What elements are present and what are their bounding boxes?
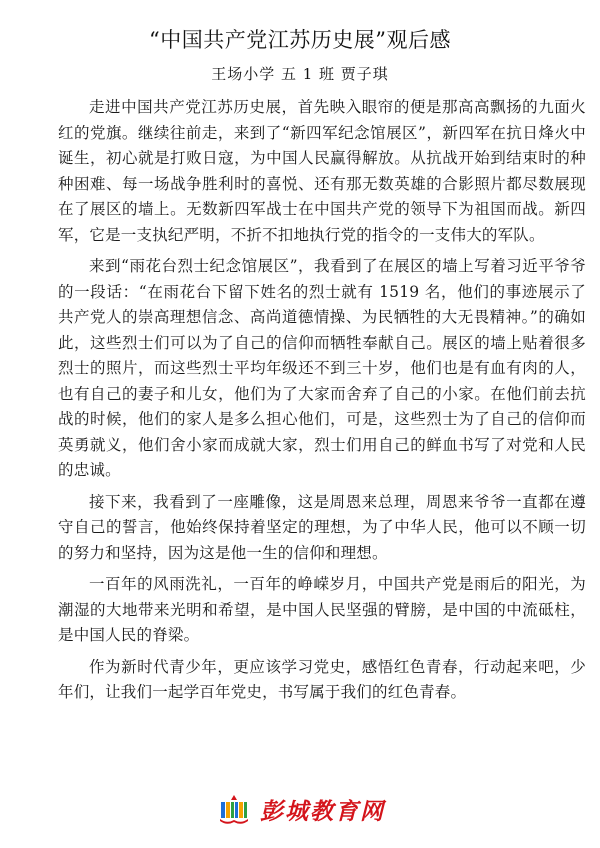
paragraph-4: 一百年的风雨洗礼，一百年的峥嵘岁月，中国共产党是雨后的阳光，为潮湿的大地带来光明和希望，是中国人民坚强的臂膀，是中国的中流砥柱，是中国人民的脊梁。	[58, 575, 586, 644]
book-logo-icon	[218, 793, 250, 825]
watermark-text: 彭城教育网	[260, 798, 385, 825]
paragraph-3: 接下来，我看到了一座雕像，这是周恩来总理，周恩来爷爷一直都在遵守自己的誓言，他始终保持着坚定的理想，为了中华人民，他可以不顾一切的努力和坚持，因为这是他一生的信仰和理想。	[58, 492, 586, 562]
author-byline: 王场小学 五 1 班 贾子琪	[211, 65, 389, 83]
paragraph-1: 走进中国共产党江苏历史展，首先映入眼帘的便是那高高飘扬的九面火红的党旗。继续往前走，来到了“新四军纪念馆展区”，新四军在抗日烽火中诞生，初心就是打败日寇，为中国人民赢得解放。从抗战开始到结束时的种种困难、每一场战争胜利时的喜悦、还有那无数英雄的合影照片都尽数展现在了展区的墙上。无数新四军战士在中国共产党的领导下为祖国而战。新四军，它是一支执纪严明，不折不扣地执行党的指令的一支伟大的军队。	[58, 98, 586, 244]
paragraph-2: 来到“雨花台烈士纪念馆展区”，我看到了在展区的墙上写着习近平爷爷的一段话：“在雨花台下留下姓名的烈士就有 1519 名，他们的事迹展示了共产党人的崇高理想信念、高尚道德情操、为民牺牲的大无畏精神。”的确如此，这些烈士们可以为了自己的信仰而牺牲奉献自己。展区的墙上贴着很多烈士的照片，而这些烈士平均年级还不到三十岁，他们也是有血有肉的人，也有自己的妻子和儿女，他们为了大家而舍弃了自己的小家。在他们前去抗战的时候，他们的家人是多么担心他们，可是，这些烈士为了自己的信仰而英勇就义，他们舍小家而成就大家，烈士们用自己的鲜血书写了对党和人民的忠诚。	[58, 257, 586, 479]
essay-body	[58, 95, 586, 712]
document-title: “中国共产党江苏历史展”观后感	[149, 28, 451, 52]
paragraph-5: 作为新时代青少年，更应该学习党史，感悟红色青春，行动起来吧，少年们，让我们一起学百年党史，书写属于我们的红色青春。	[58, 657, 586, 701]
watermark-logo	[218, 792, 385, 826]
